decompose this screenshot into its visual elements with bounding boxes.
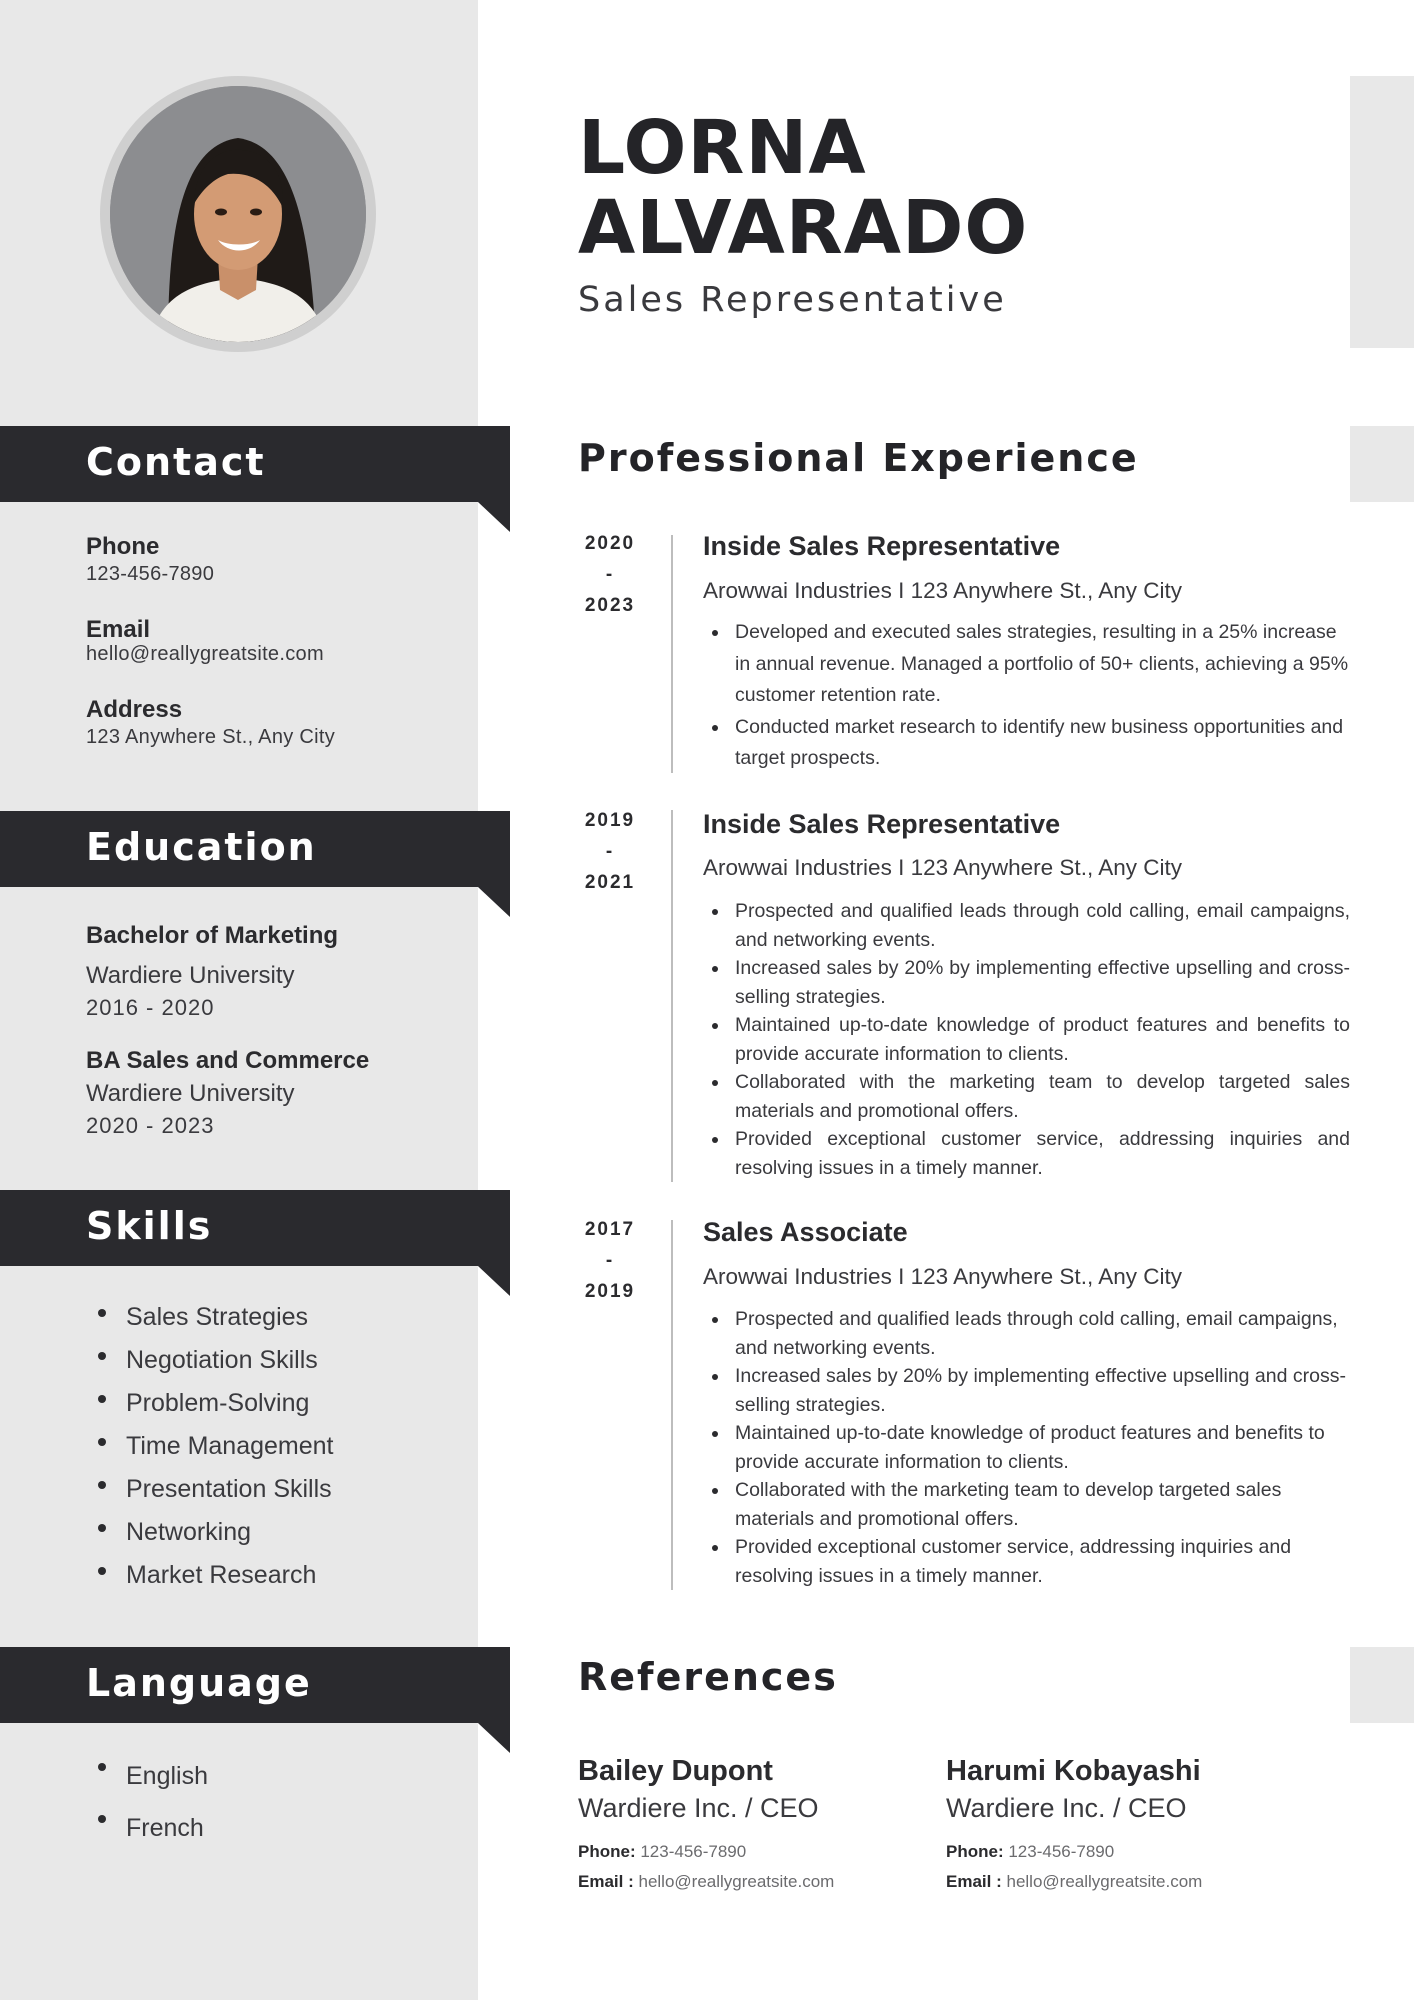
job-bullet: Increased sales by 20% by implementing effective upselling and cross-selling strategies. xyxy=(710,1362,1350,1419)
job-years xyxy=(570,1214,650,1307)
job-bullet: Developed and executed sales strategies, resulting in a 25% increase in annual revenue. Managed a portfolio of 50+ clients, achieving a 95% customer retention rate. xyxy=(710,617,1350,712)
language-item: French xyxy=(96,1802,208,1854)
language-item: English xyxy=(96,1750,208,1802)
reference-company: Wardiere Inc. / CEO xyxy=(578,1793,819,1823)
ribbon-fold xyxy=(478,502,510,532)
job-bullet: Prospected and qualified leads through cold calling, email campaigns, and networking events. xyxy=(710,1305,1350,1362)
email-value: hello@reallygreatsite.com xyxy=(86,643,324,665)
portrait-illustration xyxy=(110,86,366,342)
skill-item: Time Management xyxy=(96,1425,334,1468)
education-header xyxy=(0,811,510,887)
language-header xyxy=(0,1647,510,1723)
job-start-year: 2020 xyxy=(584,533,636,554)
timeline-line xyxy=(671,810,673,1182)
job-bullet: Prospected and qualified leads through cold calling, email campaigns, and networking events. xyxy=(710,897,1350,954)
job-company: Arowwai Industries I 123 Anywhere St., Any City xyxy=(703,578,1182,603)
job-company: Arowwai Industries I 123 Anywhere St., Any City xyxy=(703,855,1182,880)
job-year-separator: - xyxy=(605,564,615,585)
decorative-tab xyxy=(1350,76,1414,348)
ribbon-fold xyxy=(478,1723,510,1753)
job-bullet: Increased sales by 20% by implementing effective upselling and cross-selling strategies. xyxy=(710,954,1350,1011)
phone-label: Phone xyxy=(86,533,160,560)
reference-company: Wardiere Inc. / CEO xyxy=(946,1793,1187,1823)
reference-email-label: Email : xyxy=(578,1872,634,1891)
skill-item: Networking xyxy=(96,1511,334,1554)
address-label: Address xyxy=(86,696,183,723)
phone-value: 123-456-7890 xyxy=(86,563,215,585)
timeline-line xyxy=(671,1220,673,1590)
job-bullet: Conducted market research to identify new business opportunities and target prospects. xyxy=(710,712,1350,775)
education-title: Education xyxy=(86,825,317,869)
education-degree: BA Sales and Commerce xyxy=(86,1047,370,1074)
job-start-year: 2019 xyxy=(584,810,636,831)
reference-name: Bailey Dupont xyxy=(578,1755,773,1787)
skill-item: Problem-Solving xyxy=(96,1382,334,1425)
skill-item: Negotiation Skills xyxy=(96,1339,334,1382)
job-role: Sales Representative xyxy=(578,280,1007,320)
reference-email xyxy=(946,1872,1202,1892)
contact-title: Contact xyxy=(86,440,266,484)
ribbon-fold xyxy=(478,887,510,917)
job-bullets xyxy=(710,897,1350,1182)
reference-email xyxy=(578,1872,834,1892)
last-name: ALVARADO xyxy=(578,185,1029,271)
job-year-separator: - xyxy=(605,841,615,862)
job-title: Inside Sales Representative xyxy=(703,809,1061,839)
reference-phone-value: 123-456-7890 xyxy=(1008,1842,1115,1861)
skills-header xyxy=(0,1190,510,1266)
skill-item: Market Research xyxy=(96,1554,334,1597)
job-company: Arowwai Industries I 123 Anywhere St., Any City xyxy=(703,1264,1182,1289)
candidate-name xyxy=(578,105,1029,271)
reference-phone xyxy=(946,1842,1114,1862)
job-bullet: Collaborated with the marketing team to develop targeted sales materials and promotional offers. xyxy=(710,1068,1350,1125)
experience-title: Professional Experience xyxy=(578,436,1139,480)
reference-phone-label: Phone: xyxy=(946,1842,1004,1861)
education-degree: Bachelor of Marketing xyxy=(86,922,339,949)
ribbon-fold xyxy=(478,1266,510,1296)
job-start-year: 2017 xyxy=(584,1219,636,1240)
education-school: Wardiere University xyxy=(86,962,295,989)
address-value: 123 Anywhere St., Any City xyxy=(86,726,336,748)
reference-phone-value: 123-456-7890 xyxy=(640,1842,747,1861)
reference-email-value: hello@reallygreatsite.com xyxy=(638,1872,835,1891)
profile-photo-frame xyxy=(100,76,376,352)
job-year-separator: - xyxy=(605,1250,615,1271)
education-school: Wardiere University xyxy=(86,1080,295,1107)
reference-email-value: hello@reallygreatsite.com xyxy=(1006,1872,1203,1891)
job-end-year: 2023 xyxy=(584,595,636,616)
reference-phone xyxy=(578,1842,746,1862)
timeline-line xyxy=(671,535,673,773)
job-years xyxy=(570,805,650,898)
education-years: 2020 - 2023 xyxy=(86,1113,215,1138)
job-bullet: Provided exceptional customer service, addressing inquiries and resolving issues in a timely manner. xyxy=(710,1125,1350,1182)
job-bullets xyxy=(710,1305,1350,1590)
email-label: Email xyxy=(86,616,151,643)
job-bullet: Maintained up-to-date knowledge of product features and benefits to provide accurate information to clients. xyxy=(710,1419,1350,1476)
references-title: References xyxy=(578,1655,838,1699)
reference-phone-label: Phone: xyxy=(578,1842,636,1861)
job-bullet: Maintained up-to-date knowledge of product features and benefits to provide accurate information to clients. xyxy=(710,1011,1350,1068)
job-bullets xyxy=(710,617,1350,775)
education-years: 2016 - 2020 xyxy=(86,995,215,1020)
job-end-year: 2021 xyxy=(584,872,636,893)
job-bullet: Collaborated with the marketing team to develop targeted sales materials and promotional offers. xyxy=(710,1476,1350,1533)
skills-title: Skills xyxy=(86,1204,213,1248)
skill-item: Presentation Skills xyxy=(96,1468,334,1511)
job-bullet: Provided exceptional customer service, addressing inquiries and resolving issues in a timely manner. xyxy=(710,1533,1350,1590)
decorative-tab xyxy=(1350,1647,1414,1723)
job-end-year: 2019 xyxy=(584,1281,636,1302)
language-list xyxy=(96,1750,208,1854)
profile-photo xyxy=(110,86,366,342)
reference-email-label: Email : xyxy=(946,1872,1002,1891)
job-years xyxy=(570,528,650,621)
first-name: LORNA xyxy=(578,105,867,191)
language-title: Language xyxy=(86,1661,312,1705)
skill-item: Sales Strategies xyxy=(96,1296,334,1339)
job-title: Inside Sales Representative xyxy=(703,531,1061,561)
contact-header xyxy=(0,426,510,502)
decorative-tab xyxy=(1350,426,1414,502)
reference-name: Harumi Kobayashi xyxy=(946,1755,1201,1787)
skills-list xyxy=(96,1296,334,1597)
job-title: Sales Associate xyxy=(703,1217,908,1247)
